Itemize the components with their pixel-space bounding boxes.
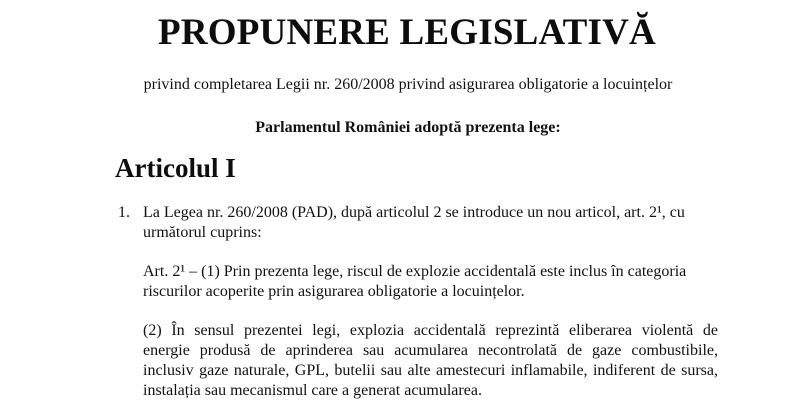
paragraph-line: Art. 2¹ – (1) Prin prezenta lege, riscul de explozie accidentală este inclus în categoria	[143, 263, 687, 280]
article-heading: Articolul I	[115, 153, 236, 183]
paragraph-line: instalația sau mecanismul care a generat acumularea.	[143, 382, 482, 399]
document-subtitle: privind completarea Legii nr. 260/2008 privind asigurarea obligatorie a locuințelor	[143, 76, 673, 93]
list-item-line: următorul cuprins:	[143, 224, 262, 241]
list-item-line: La Legea nr. 260/2008 (PAD), după articolul 2 se introduce un nou articol, art. 2¹, cu	[143, 204, 685, 221]
paragraph-line: riscurilor acoperite prin asigurarea obligatorie a locuințelor.	[143, 283, 525, 300]
paragraph-line: inclusiv gaze naturale, GPL, butelii sau alte amestecuri inflamabile, indiferent de sursa,	[143, 362, 718, 379]
paragraph-line: (2) În sensul prezentei legi, explozia accidentală reprezintă eliberarea violentă de	[143, 322, 718, 339]
list-item-number: 1.	[118, 204, 130, 221]
document-title: PROPUNERE LEGISLATIVĂ	[158, 12, 656, 53]
list-item-text	[143, 203, 718, 243]
new-article-paragraph-2	[143, 321, 718, 401]
enacting-clause: Parlamentul României adoptă prezenta lege:	[255, 119, 561, 136]
new-article-paragraph-1	[143, 262, 718, 302]
paragraph-line: energie produsă de aprinderea sau acumularea necontrolată de gaze combustibile,	[143, 342, 718, 359]
